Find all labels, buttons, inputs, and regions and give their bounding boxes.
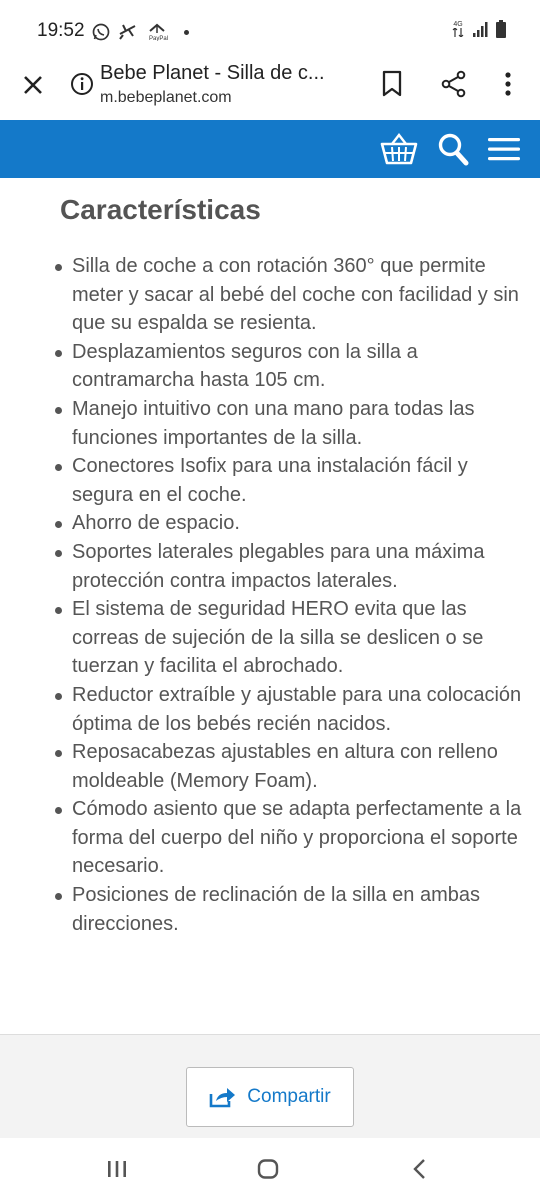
svg-text:PayPal: PayPal — [149, 36, 168, 41]
list-item: El sistema de seguridad HERO evita que las correas de sujeción de la silla se deslicen o se tuerzan y facilita el abrochado. — [72, 595, 532, 681]
signal-icon — [472, 21, 488, 37]
share-arrow-icon — [209, 1086, 237, 1108]
section-title: Características — [60, 194, 261, 225]
list-item: Conectores Isofix para una instalación fácil y segura en el coche. — [72, 452, 532, 509]
status-time: 19:52 — [37, 20, 85, 41]
search-icon[interactable] — [437, 132, 469, 166]
home-icon[interactable] — [257, 1159, 279, 1179]
status-icons-right — [452, 20, 506, 38]
share-label: Compartir — [247, 1086, 331, 1107]
status-icons-left — [92, 20, 189, 44]
list-item: Silla de coche a con rotación 360° que permite meter y sacar al bebé del coche con facilidad y sin que su espalda se resienta. — [72, 252, 532, 338]
list-item: Posiciones de reclinación de la silla en ambas direcciones. — [72, 881, 532, 938]
info-icon[interactable] — [70, 72, 94, 96]
share-icon[interactable] — [440, 70, 468, 98]
network-icon — [452, 21, 464, 37]
back-icon[interactable] — [411, 1158, 427, 1180]
list-item: Cómodo asiento que se adapta perfectamente a la forma del cuerpo del niño y proporciona el soporte necesario. — [72, 795, 532, 881]
whatsapp-icon — [92, 23, 110, 41]
airplane-icon — [118, 23, 138, 41]
site-header — [0, 120, 540, 178]
bookmark-icon[interactable] — [380, 70, 404, 98]
system-nav-bar — [0, 1138, 540, 1200]
status-bar — [0, 0, 540, 58]
more-options-icon[interactable] — [500, 70, 516, 98]
list-item: Reductor extraíble y ajustable para una colocación óptima de los bebés recién nacidos. — [72, 681, 532, 738]
list-item: Manejo intuitivo con una mano para todas las funciones importantes de la silla. — [72, 395, 532, 452]
list-item: Reposacabezas ajustables en altura con relleno moldeable (Memory Foam). — [72, 738, 532, 795]
notification-dot — [184, 30, 189, 35]
battery-icon — [496, 20, 506, 38]
page-title[interactable]: Bebe Planet - Silla de c... — [100, 62, 325, 84]
close-icon[interactable] — [18, 70, 48, 100]
list-item: Ahorro de espacio. — [72, 509, 532, 538]
product-content — [0, 178, 540, 1034]
menu-icon[interactable] — [487, 136, 521, 162]
page-url[interactable]: m.bebeplanet.com — [100, 89, 232, 106]
share-button[interactable] — [186, 1067, 354, 1127]
paypal-icon — [146, 23, 168, 41]
browser-toolbar — [0, 58, 540, 120]
features-list — [72, 252, 532, 938]
list-item: Desplazamientos seguros con la silla a contramarcha hasta 105 cm. — [72, 338, 532, 395]
basket-icon[interactable] — [380, 132, 418, 166]
list-item: Soportes laterales plegables para una máxima protección contra impactos laterales. — [72, 538, 532, 595]
network-type: 4G — [453, 21, 463, 28]
recent-apps-icon[interactable] — [106, 1159, 128, 1179]
footer-area — [0, 1034, 540, 1139]
